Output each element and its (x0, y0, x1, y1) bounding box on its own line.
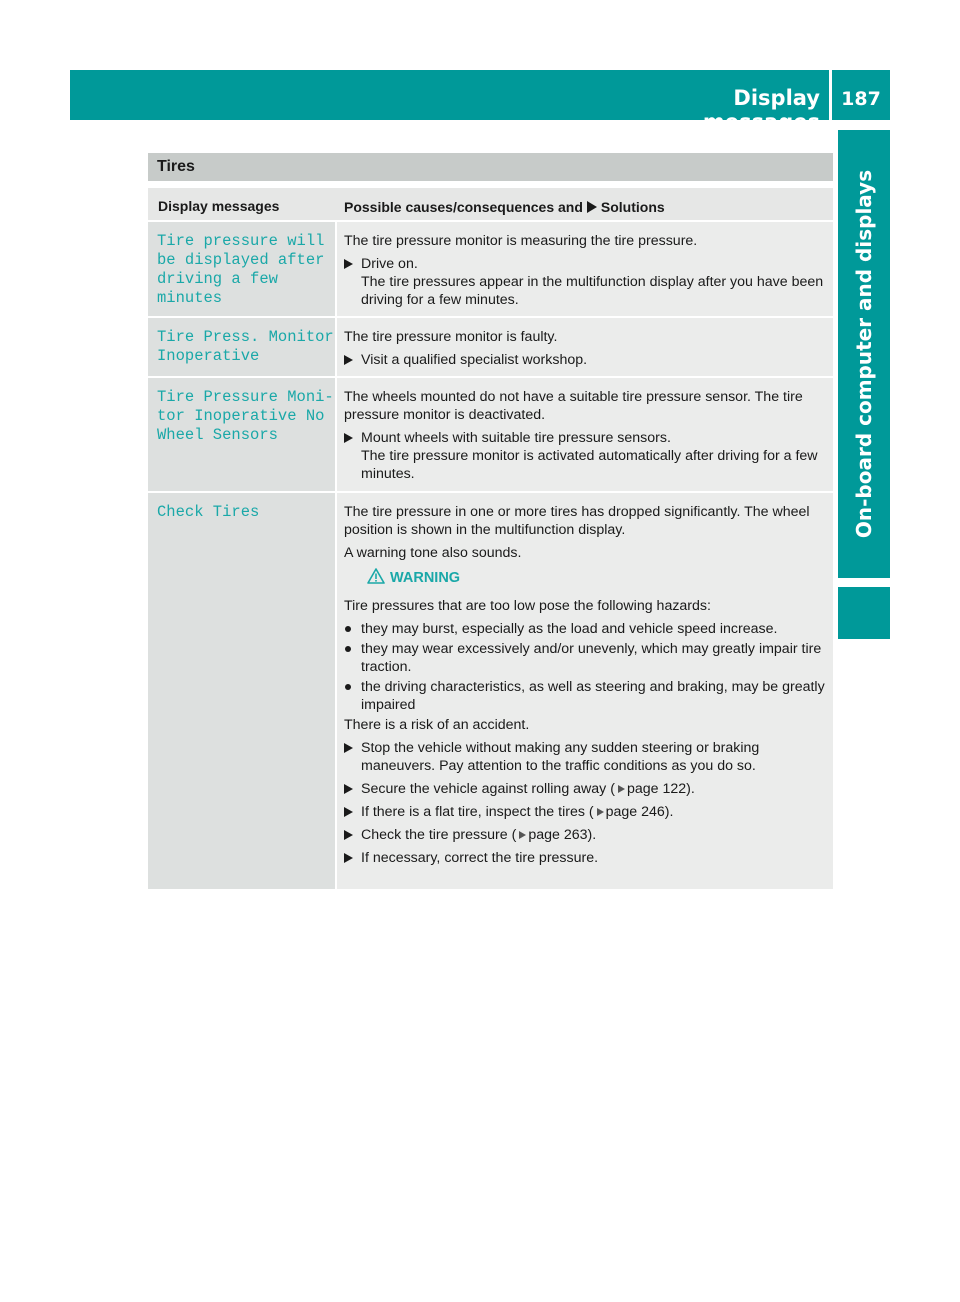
warning-triangle-icon (367, 568, 385, 584)
arrow-right-icon (344, 807, 353, 817)
instruction-text: If necessary, correct the tire pressure. (361, 850, 599, 866)
hazard-item (344, 640, 827, 676)
arrow-right-icon (344, 784, 353, 794)
table-row (148, 222, 833, 316)
column-header-solutions-suffix: Solutions (600, 199, 665, 215)
hazard-text: they may burst, especially as the load and vehicle speed increase. (361, 621, 778, 637)
instruction-text: Drive on. (361, 256, 418, 272)
message-cell (148, 222, 335, 316)
hazard-item (344, 678, 827, 714)
display-message: Tire Pressure Moni‐ tor Inoperative No Wheel Sensors (157, 388, 334, 444)
page-ref-link[interactable]: page 263). (528, 827, 597, 843)
instruction (344, 429, 827, 483)
table-row (148, 493, 833, 889)
instruction (344, 826, 827, 844)
table-row (148, 378, 833, 491)
page-ref-icon (519, 831, 526, 839)
side-tab-label: On-board computer and displays (852, 169, 876, 539)
message-cell (148, 318, 335, 376)
warning-label: WARNING (390, 570, 461, 586)
arrow-right-icon (587, 201, 597, 213)
bullet-icon (345, 646, 351, 652)
message-cell (148, 493, 335, 889)
column-header-solutions (344, 199, 665, 215)
instruction (344, 780, 827, 798)
table-row (148, 318, 833, 376)
instruction-text: Mount wheels with suitable tire pressure sensors. (361, 430, 671, 446)
instruction (344, 803, 827, 821)
section-title: Tires (148, 153, 833, 181)
bullet-icon (345, 626, 351, 632)
arrow-right-icon (344, 259, 353, 269)
header-title: Display messages (702, 86, 820, 134)
display-message: Check Tires (157, 503, 260, 521)
arrow-right-icon (344, 830, 353, 840)
solution-cell (337, 493, 833, 889)
arrow-right-icon (344, 433, 353, 443)
cause-text: The wheels mounted do not have a suitable tire pressure sensor. The tire pressure monitor is deactivated. (344, 389, 803, 423)
hazard-text: the driving characteristics, as well as steering and braking, may be greatly impaired (361, 679, 825, 713)
risk-text: There is a risk of an accident. (344, 717, 530, 733)
instruction-text: Check the tire pressure ( (361, 827, 517, 843)
instruction-detail: The tire pressures appear in the multifunction display after you have been driving for a few minutes. (361, 274, 824, 308)
table-header (148, 188, 833, 220)
page-number: 187 (841, 88, 881, 110)
solution-cell (337, 318, 833, 376)
message-cell (148, 378, 335, 491)
column-header-display: Display messages (158, 198, 280, 214)
instruction-text: Secure the vehicle against rolling away ( (361, 781, 615, 797)
display-message: Tire pressure will be displayed after driving a few minutes (157, 232, 325, 307)
instruction-detail: The tire pressure monitor is activated automatically after driving for a few minutes. (361, 448, 818, 482)
hazard-item (344, 620, 827, 638)
column-header-solutions-prefix: Possible causes/consequences and (344, 199, 583, 215)
hazard-intro: Tire pressures that are too low pose the following hazards: (344, 598, 711, 614)
cause-text-2: A warning tone also sounds. (344, 545, 522, 561)
instruction (344, 351, 827, 369)
solution-cell (337, 378, 833, 491)
arrow-right-icon (344, 853, 353, 863)
warning-heading (369, 567, 827, 587)
side-tab-marker (838, 587, 890, 639)
page-ref-link[interactable]: page 246). (605, 804, 674, 820)
instruction-text: If there is a flat tire, inspect the tires ( (361, 804, 594, 820)
arrow-right-icon (344, 355, 353, 365)
cause-text: The tire pressure monitor is measuring the tire pressure. (344, 233, 698, 249)
cause-text: The tire pressure in one or more tires has dropped significantly. The wheel position is shown in the multifunction display. (344, 504, 810, 538)
page-ref-icon (618, 785, 625, 793)
page-ref-link[interactable]: page 122). (626, 781, 695, 797)
instruction (344, 739, 827, 775)
hazard-text: they may wear excessively and/or unevenly, which may greatly impair tire traction. (361, 641, 822, 675)
bullet-icon (345, 684, 351, 690)
solution-cell (337, 222, 833, 316)
page-ref-icon (597, 808, 604, 816)
instruction (344, 849, 827, 867)
instruction (344, 255, 827, 309)
arrow-right-icon (344, 743, 353, 753)
display-message: Tire Press. Monitor Inoperative (157, 328, 334, 365)
instruction-text: Visit a qualified specialist workshop. (361, 352, 588, 368)
header-divider (829, 70, 832, 120)
cause-text: The tire pressure monitor is faulty. (344, 329, 558, 345)
instruction-text: Stop the vehicle without making any sudden steering or braking maneuvers. Pay attention to the traffic conditions as you do so. (361, 740, 760, 774)
